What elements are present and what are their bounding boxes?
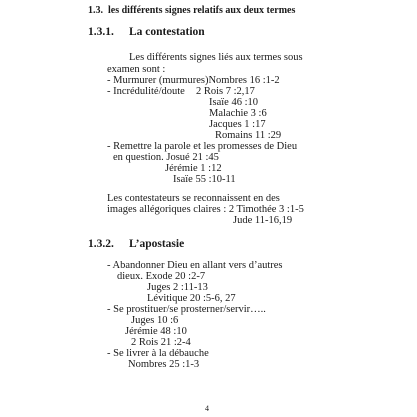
section-heading [88, 6, 295, 16]
reference: Jérémie 48 :10 [125, 326, 187, 337]
closing-line: Les contestateurs se reconnaissent en des [107, 193, 280, 204]
list-item: - Incrédulité/doute [107, 86, 185, 97]
list-item: - Murmurer (murmures)Nombres 16 :1-2 [107, 75, 280, 86]
reference: Romains 11 :29 [215, 130, 282, 141]
reference: Isaïe 55 :10-11 [173, 174, 236, 185]
reference: Juges 10 :6 [131, 315, 179, 326]
subsection-title: L’apostasie [129, 238, 185, 250]
subsection-number: 1.3.1. [88, 26, 114, 38]
reference: Jérémie 1 :12 [165, 163, 222, 174]
list-item: - Remettre la parole et les promesses de Dieu [107, 141, 298, 152]
list-item-continuation: dieux. Exode 20 :2-7 [117, 271, 206, 282]
section-number: 1.3. [88, 5, 103, 16]
reference: Malachie 3 :6 [209, 108, 267, 119]
reference: Jude 11-16,19 [233, 215, 293, 226]
section-title: les différents signes relatifs aux deux termes [108, 5, 296, 16]
reference: Isaïe 46 :10 [209, 97, 258, 108]
reference: Jacques 1 :17 [209, 119, 266, 130]
closing-line: images allégoriques claires : 2 Timothée 3 :1-5 [107, 204, 304, 215]
reference: Nombres 25 :1-3 [128, 359, 200, 370]
list-item: - Se prostituer/se prosterner/servir….. [107, 304, 266, 315]
list-item: - Abandonner Dieu en allant vers d’autres [107, 260, 283, 271]
list-item: - Se livrer à la débauche [107, 348, 209, 359]
list-item-continuation: en question. Josué 21 :45 [113, 152, 219, 163]
intro-line: Les différents signes liés aux termes sous [129, 52, 303, 63]
intro-line: examen sont : [107, 64, 166, 75]
page-number: 4 [205, 404, 209, 413]
subsection-heading-contestation [88, 27, 114, 39]
reference: 2 Rois 21 :2-4 [131, 337, 191, 348]
reference: Juges 2 :11-13 [147, 282, 208, 293]
subsection-title: La contestation [129, 26, 205, 38]
reference: Lévitique 20 :5-6, 27 [147, 293, 236, 304]
reference: 2 Rois 7 :2,17 [196, 86, 255, 97]
subsection-number: 1.3.2. [88, 238, 114, 250]
